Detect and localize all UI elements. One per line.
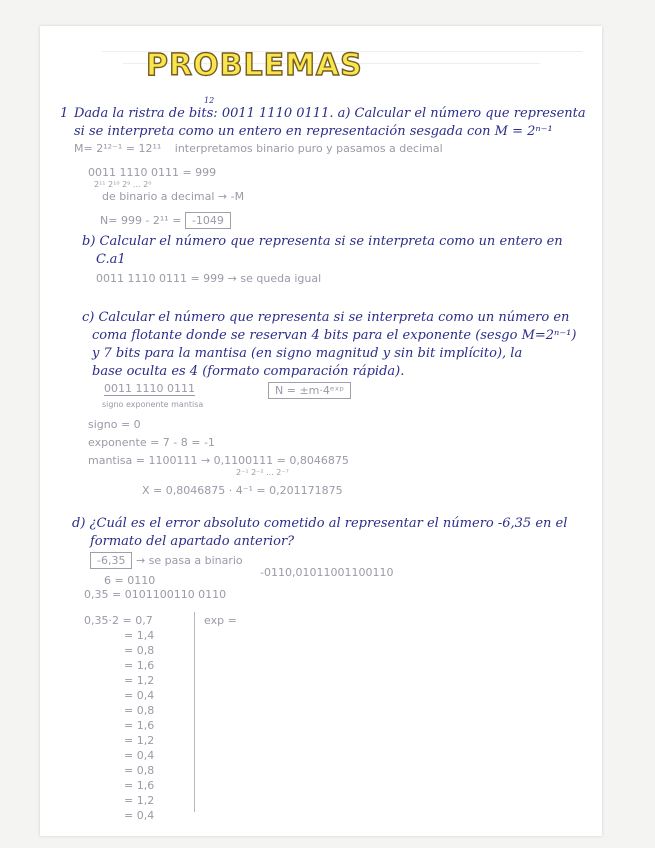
pd-calc-6: = 0,8: [124, 704, 155, 717]
p1-statement-line2: si se interpreta como un entero en representación sesgada con M = 2ⁿ⁻¹: [74, 124, 553, 139]
pd-calc-11: = 1,6: [124, 779, 155, 792]
pc-signo: signo = 0: [88, 418, 141, 431]
m-definition-note: interpretamos binario puro y pasamos a decimal: [174, 142, 443, 155]
p1-n-equation-lhs: N= 999 - 2¹¹ =: [100, 214, 182, 227]
pc-statement-line4: base oculta es 4 (formato comparación rápida).: [92, 364, 405, 379]
p1-to-decimal: de binario a decimal → -M: [102, 190, 245, 203]
pc-statement-line1: c) Calcular el número que representa si se interpreta como un número en: [82, 310, 570, 325]
p1-statement-line1: Dada la ristra de bits: 0011 1110 0111. a) Calcular el número que representa: [74, 106, 586, 121]
p1-n-result: -1049: [185, 212, 231, 229]
pc-mantisa: mantisa = 1100111 → 0,1100111 = 0,8046875: [88, 454, 349, 467]
p1-bits: 0011 1110 0111 = 999: [88, 166, 217, 179]
pc-formula: N = ±m·4ᵉˣᵖ: [268, 382, 351, 399]
pd-calc-1: = 1,4: [124, 629, 155, 642]
pd-calc-8: = 1,2: [124, 734, 155, 747]
problem-number: 1: [60, 106, 69, 121]
pc-bits: 0011 1110 0111: [104, 382, 195, 395]
pd-divider: [194, 612, 195, 812]
notebook-page: [40, 26, 602, 836]
pc-statement-line3: y 7 bits para la mantisa (en signo magnitud y sin bit implícito), la: [92, 346, 523, 361]
pd-calc-3: = 1,6: [124, 659, 155, 672]
pd-fraction: 0,35 = 0101100110 0110: [84, 588, 227, 601]
pd-calc-0: 0,35·2 = 0,7: [84, 614, 153, 627]
pc-result: X = 0,8046875 · 4⁻¹ = 0,201171875: [142, 484, 343, 497]
pb-statement-line1: b) Calcular el número que representa si se interpreta como un entero en: [82, 234, 563, 249]
pc-bit-field-labels: signo exponente mantisa: [102, 400, 204, 409]
pd-calc-9: = 0,4: [124, 749, 155, 762]
p1-bits-weights: 2¹¹ 2¹⁰ 2⁹ ... 2⁰: [94, 180, 152, 189]
pd-joined: -0110,01011001100110: [260, 566, 394, 579]
pb-answer: 0011 1110 0111 = 999 → se queda igual: [96, 272, 322, 285]
m-definition-value: M= 2¹²⁻¹ = 12¹¹: [74, 142, 162, 155]
superscript-note: 12: [204, 96, 215, 105]
pd-calc-7: = 1,6: [124, 719, 155, 732]
pc-statement-line2: coma flotante donde se reservan 4 bits para el exponente (sesgo M=2ⁿ⁻¹): [92, 328, 577, 343]
pd-calc-5: = 0,4: [124, 689, 155, 702]
m-definition: [74, 142, 443, 155]
pd-calc-4: = 1,2: [124, 674, 155, 687]
pd-exp: exp =: [204, 614, 237, 627]
p1-n-equation: [100, 214, 231, 227]
pd-statement-line2: formato del apartado anterior?: [90, 534, 295, 549]
pd-calc-2: = 0,8: [124, 644, 155, 657]
pb-statement-line2: C.a1: [96, 252, 126, 267]
pd-calc-10: = 0,8: [124, 764, 155, 777]
pd-statement-line1: d) ¿Cuál es el error absoluto cometido al representar el número -6,35 en el: [72, 516, 568, 531]
pc-mantisa-weights: 2⁻¹ 2⁻² ... 2⁻⁷: [236, 468, 289, 477]
pd-boxed-line: [90, 554, 243, 567]
pd-arrow-note: → se pasa a binario: [135, 554, 243, 567]
pc-exponente: exponente = 7 - 8 = -1: [88, 436, 215, 449]
pd-six: 6 = 0110: [104, 574, 156, 587]
pd-calc-13: = 0,4: [124, 809, 155, 822]
page-title: PROBLEMAS: [146, 48, 363, 83]
pd-calc-12: = 1,2: [124, 794, 155, 807]
pd-boxed-number: -6,35: [90, 552, 132, 569]
